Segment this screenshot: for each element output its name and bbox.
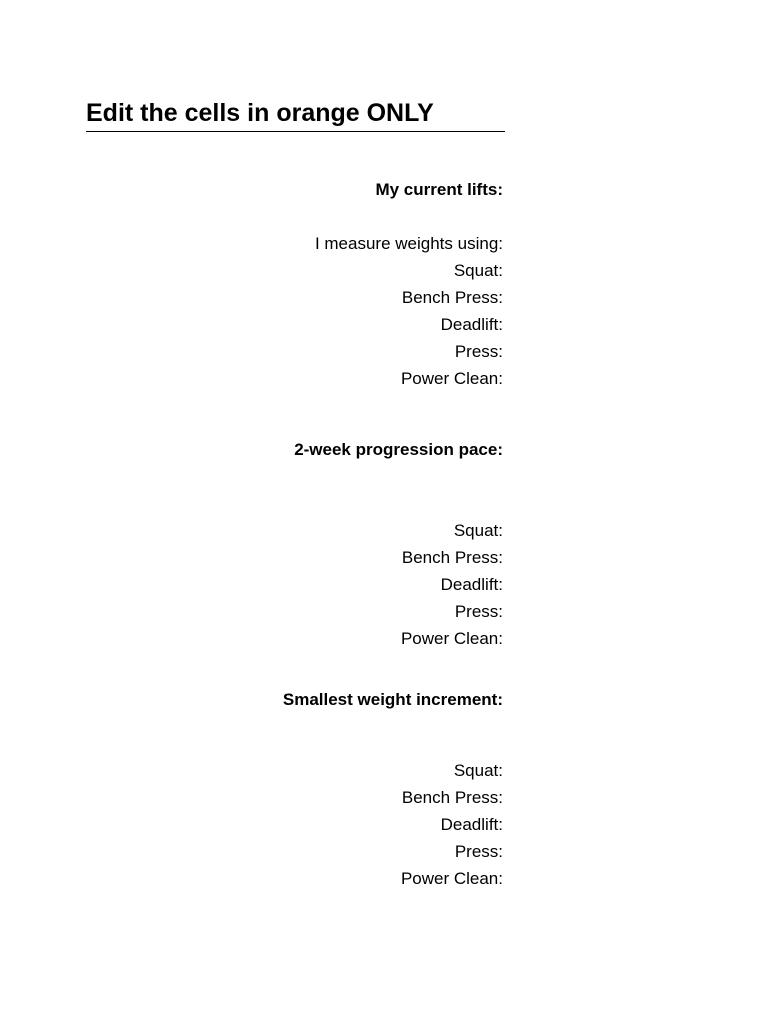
progression-power-clean-label: Power Clean: <box>400 629 503 648</box>
current-lifts-heading: My current lifts: <box>375 180 503 199</box>
progression-pace-heading: 2-week progression pace: <box>294 440 503 459</box>
units-label: I measure weights using: <box>314 234 503 253</box>
progression-bench-press-label: Bench Press: <box>401 548 503 567</box>
increment-squat-label: Squat: <box>453 761 503 780</box>
progression-deadlift-label: Deadlift: <box>440 575 503 594</box>
current-power-clean-label: Power Clean: <box>400 369 503 388</box>
current-press-label: Press: <box>454 342 503 361</box>
current-deadlift-label: Deadlift: <box>440 315 503 334</box>
increment-deadlift-label: Deadlift: <box>440 815 503 834</box>
increment-bench-press-label: Bench Press: <box>401 788 503 807</box>
progression-squat-label: Squat: <box>453 521 503 540</box>
current-bench-press-label: Bench Press: <box>401 288 503 307</box>
page-title: Edit the cells in orange ONLY <box>86 96 505 132</box>
increment-press-label: Press: <box>454 842 503 861</box>
current-squat-label: Squat: <box>453 261 503 280</box>
increment-heading: Smallest weight increment: <box>282 690 503 709</box>
progression-press-label: Press: <box>454 602 503 621</box>
increment-power-clean-label: Power Clean: <box>400 869 503 888</box>
